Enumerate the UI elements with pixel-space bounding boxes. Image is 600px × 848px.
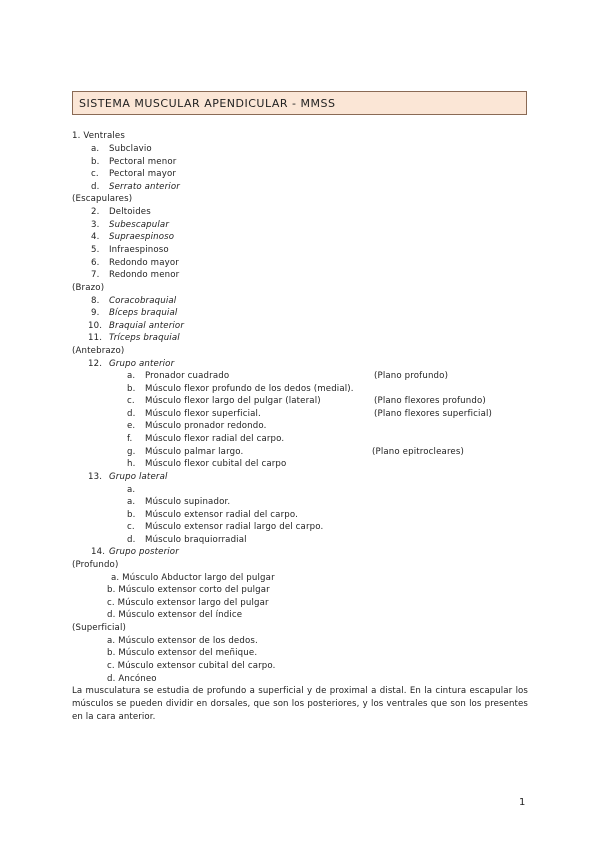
list-item-marker: 4. xyxy=(91,232,100,242)
list-item-marker: 5. xyxy=(91,245,100,255)
list-item: Subescapular xyxy=(109,220,170,230)
plane-note: (Plano epitrocleares) xyxy=(372,447,465,457)
group-marker: 12. xyxy=(88,359,103,369)
list-item: c. Músculo extensor largo del pulgar xyxy=(107,598,269,608)
list-item: Músculo flexor radial del carpo. xyxy=(145,434,285,444)
list-item: Redondo mayor xyxy=(109,258,179,268)
list-item: Serrato anterior xyxy=(109,182,180,192)
section-header-ventrales: 1. Ventrales xyxy=(72,131,125,141)
section-header-profundo: (Profundo) xyxy=(72,560,119,570)
section-header-antebrazo: (Antebrazo) xyxy=(72,346,125,356)
list-item-marker: a. xyxy=(91,144,100,154)
section-header-superficial: (Superficial) xyxy=(72,623,127,633)
list-item: Tríceps braquial xyxy=(109,333,180,343)
list-item: Coracobraquial xyxy=(109,296,177,306)
group-label-anterior: Grupo anterior xyxy=(109,359,175,369)
title-box xyxy=(72,91,527,115)
list-item-marker: 3. xyxy=(91,220,100,230)
list-item-marker: b. xyxy=(91,157,100,167)
summary-paragraph: La musculatura se estudia de profundo a superficial y de proximal a distal. En la cintura escapular los músculos se pueden dividir en dorsales, que son los posteriores, y los ventrales que son los presentes en la cara anterior. xyxy=(72,686,528,722)
list-item: Músculo pronador redondo. xyxy=(145,421,267,431)
list-item: Músculo extensor radial largo del carpo. xyxy=(145,522,324,532)
page-title: SISTEMA MUSCULAR APENDICULAR - MMSS xyxy=(79,96,336,110)
list-item-marker: d. xyxy=(127,535,136,545)
list-item: Redondo menor xyxy=(109,270,180,280)
list-item-marker: d. xyxy=(127,409,136,419)
list-item: Pectoral mayor xyxy=(109,169,177,179)
list-item: Deltoides xyxy=(109,207,151,217)
list-item-marker: g. xyxy=(127,447,136,457)
list-item: Músculo braquiorradial xyxy=(145,535,247,545)
list-item-marker: c. xyxy=(91,169,99,179)
list-item-marker: a. xyxy=(127,371,136,381)
list-item-marker: a. xyxy=(127,485,136,495)
list-item-marker: 6. xyxy=(91,258,100,268)
list-item: Músculo flexor largo del pulgar (lateral) xyxy=(145,396,321,406)
list-item-marker: 10. xyxy=(88,321,103,331)
group-label-lateral: Grupo lateral xyxy=(109,472,168,482)
list-item: b. Músculo extensor corto del pulgar xyxy=(107,585,270,595)
list-item-marker: 8. xyxy=(91,296,100,306)
list-item-marker: c. xyxy=(127,522,135,532)
list-item: a. Músculo extensor de los dedos. xyxy=(107,636,258,646)
section-header-brazo: (Brazo) xyxy=(72,283,105,293)
list-item-marker: d. xyxy=(91,182,100,192)
list-item-marker: f. xyxy=(127,434,133,444)
list-item-marker: e. xyxy=(127,421,136,431)
list-item: d. Músculo extensor del índice xyxy=(107,610,243,620)
list-item: Braquial anterior xyxy=(109,321,185,331)
list-item: Subclavio xyxy=(109,144,152,154)
list-item: Músculo extensor radial del carpo. xyxy=(145,510,299,520)
list-item-marker: 11. xyxy=(88,333,103,343)
list-item-marker: 7. xyxy=(91,270,100,280)
list-item: Bíceps braquial xyxy=(109,308,178,318)
list-item-marker: 2. xyxy=(91,207,100,217)
list-item: c. Músculo extensor cubital del carpo. xyxy=(107,661,276,671)
list-item: a. Músculo Abductor largo del pulgar xyxy=(111,573,275,583)
list-item: Músculo palmar largo. xyxy=(145,447,244,457)
group-label-posterior: Grupo posterior xyxy=(109,547,179,557)
page-number: 1 xyxy=(519,797,526,808)
list-item: Supraespinoso xyxy=(109,232,175,242)
list-item: d. Ancóneo xyxy=(107,674,157,684)
list-item: Músculo flexor profundo de los dedos (medial). xyxy=(145,384,354,394)
plane-note: (Plano flexores profundo) xyxy=(374,396,486,406)
list-item: b. Músculo extensor del meñique. xyxy=(107,648,258,658)
list-item-marker: a. xyxy=(127,497,136,507)
plane-note: (Plano flexores superficial) xyxy=(374,409,493,419)
group-marker: 14. xyxy=(91,547,106,557)
section-header-escapulares: (Escapulares) xyxy=(72,194,133,204)
list-item-marker: b. xyxy=(127,384,136,394)
list-item: Infraespinoso xyxy=(109,245,169,255)
list-item-marker: b. xyxy=(127,510,136,520)
list-item: Pronador cuadrado xyxy=(145,371,230,381)
list-item-marker: c. xyxy=(127,396,135,406)
group-marker: 13. xyxy=(88,472,103,482)
list-item: Músculo flexor cubital del carpo xyxy=(145,459,287,469)
list-item-marker: 9. xyxy=(91,308,100,318)
list-item: Músculo flexor superficial. xyxy=(145,409,261,419)
list-item-marker: h. xyxy=(127,459,136,469)
plane-note: (Plano profundo) xyxy=(374,371,449,381)
list-item: Pectoral menor xyxy=(109,157,177,167)
list-item: Músculo supinador. xyxy=(145,497,231,507)
